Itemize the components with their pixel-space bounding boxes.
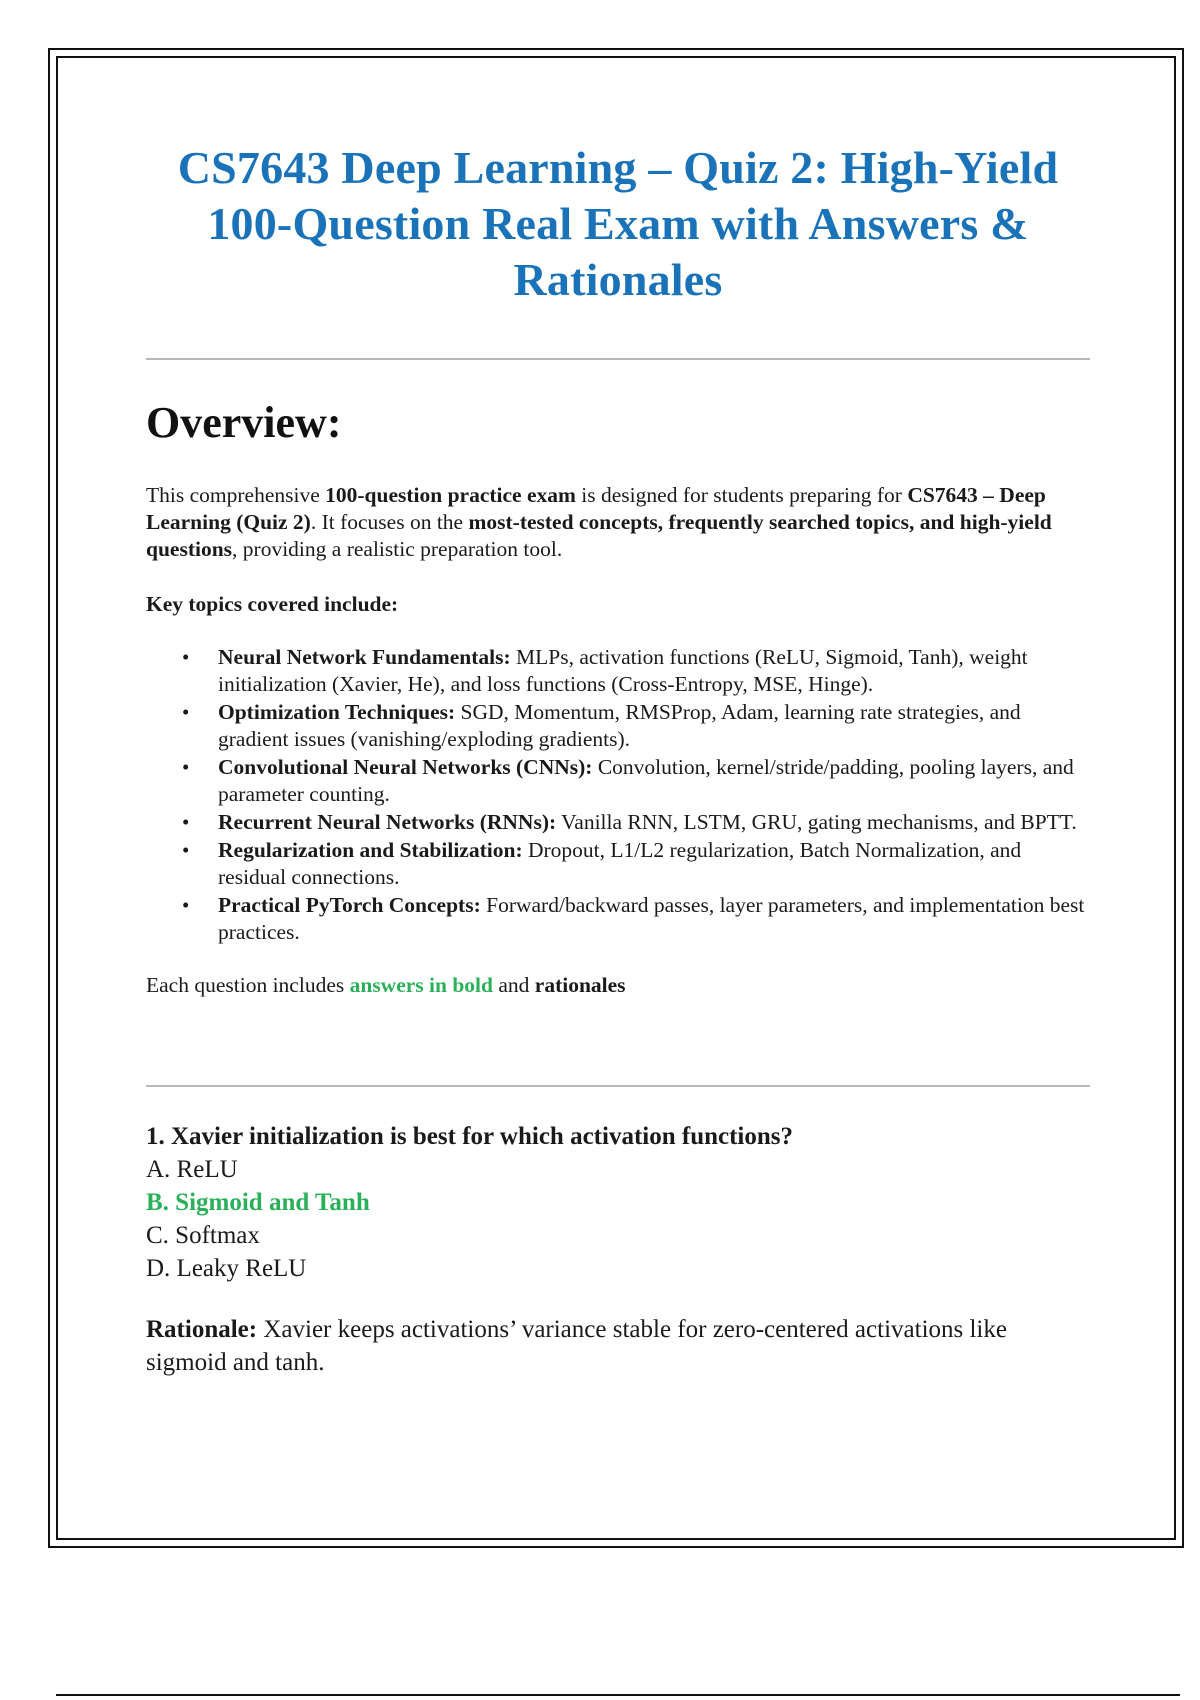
bullet-icon: •	[182, 810, 190, 834]
bullet-icon: •	[182, 893, 190, 917]
intro-text: is designed for students preparing for	[575, 483, 908, 507]
bullet-icon: •	[182, 700, 190, 724]
key-topics-heading: Key topics covered include:	[146, 592, 399, 616]
topic-label: Neural Network Fundamentals:	[218, 645, 511, 669]
intro-bold: CS7643 – Deep Learning (Quiz 2)	[146, 483, 1046, 534]
topic-item	[146, 699, 1090, 753]
topic-label: Optimization Techniques:	[218, 700, 456, 724]
divider-middle	[146, 1085, 1090, 1087]
document-body	[146, 140, 1090, 1379]
answers-note-green: answers in bold	[349, 973, 493, 997]
intro-text: . It focuses on the	[310, 510, 469, 534]
topic-label: Regularization and Stabilization:	[218, 838, 523, 862]
footer-rule	[56, 1694, 1180, 1696]
intro-bold: 100-question practice exam	[325, 483, 576, 507]
intro-bold: most-tested concepts, frequently searched topics, and high-yield questions	[146, 510, 1052, 561]
question-prompt: 1. Xavier initialization is best for which activation functions?	[146, 1123, 793, 1150]
bullet-icon: •	[182, 838, 190, 862]
intro-text: This comprehensive	[146, 483, 326, 507]
overview-intro	[146, 482, 1090, 563]
topic-item	[146, 809, 1090, 836]
document-title: CS7643 Deep Learning – Quiz 2: High-Yield 100-Question Real Exam with Answers & Rationales	[177, 142, 1059, 305]
rationale-text: Xavier keeps activations’ variance stable for zero-centered activations like sigmoid and tanh.	[146, 1316, 1007, 1376]
topic-text: SGD, Momentum, RMSProp, Adam, learning rate strategies, and gradient issues (vanishing/exploding gradients).	[218, 700, 1021, 751]
answer-option: A. ReLU	[146, 1156, 238, 1183]
topic-item	[146, 644, 1090, 698]
answers-note-prefix: Each question includes	[146, 973, 350, 997]
rationale-label: Rationale:	[146, 1316, 258, 1343]
topic-item	[146, 837, 1090, 891]
answer-option: D. Leaky ReLU	[146, 1255, 307, 1282]
divider-top	[146, 358, 1090, 360]
topic-text: Vanilla RNN, LSTM, GRU, gating mechanisms, and BPTT.	[556, 810, 1077, 834]
question-rationale	[146, 1313, 1090, 1379]
overview-heading: Overview:	[146, 398, 342, 447]
topic-item	[146, 892, 1090, 946]
topic-text: Forward/backward passes, layer parameters, and implementation best practices.	[218, 893, 1085, 944]
topic-text: Dropout, L1/L2 regularization, Batch Normalization, and residual connections.	[218, 838, 1022, 889]
topic-list	[146, 644, 1090, 946]
intro-text: , providing a realistic preparation tool.	[232, 537, 563, 561]
topic-item	[146, 754, 1090, 808]
answer-option-correct: B. Sigmoid and Tanh	[146, 1189, 370, 1216]
answer-options	[146, 1153, 1090, 1285]
topic-label: Convolutional Neural Networks (CNNs):	[218, 755, 593, 779]
bullet-icon: •	[182, 755, 190, 779]
answers-note-middle: and	[492, 973, 535, 997]
answer-option: C. Softmax	[146, 1222, 260, 1249]
topic-label: Recurrent Neural Networks (RNNs):	[218, 810, 557, 834]
answers-note	[146, 972, 1090, 999]
answers-note-bold: rationales	[534, 973, 626, 997]
bullet-icon: •	[182, 645, 190, 669]
topic-text: Convolution, kernel/stride/padding, pooling layers, and parameter counting.	[218, 755, 1074, 806]
topic-text: MLPs, activation functions (ReLU, Sigmoid, Tanh), weight initialization (Xavier, He), and loss functions (Cross-Entropy, MSE, Hinge).	[218, 645, 1028, 696]
topic-label: Practical PyTorch Concepts:	[218, 893, 481, 917]
